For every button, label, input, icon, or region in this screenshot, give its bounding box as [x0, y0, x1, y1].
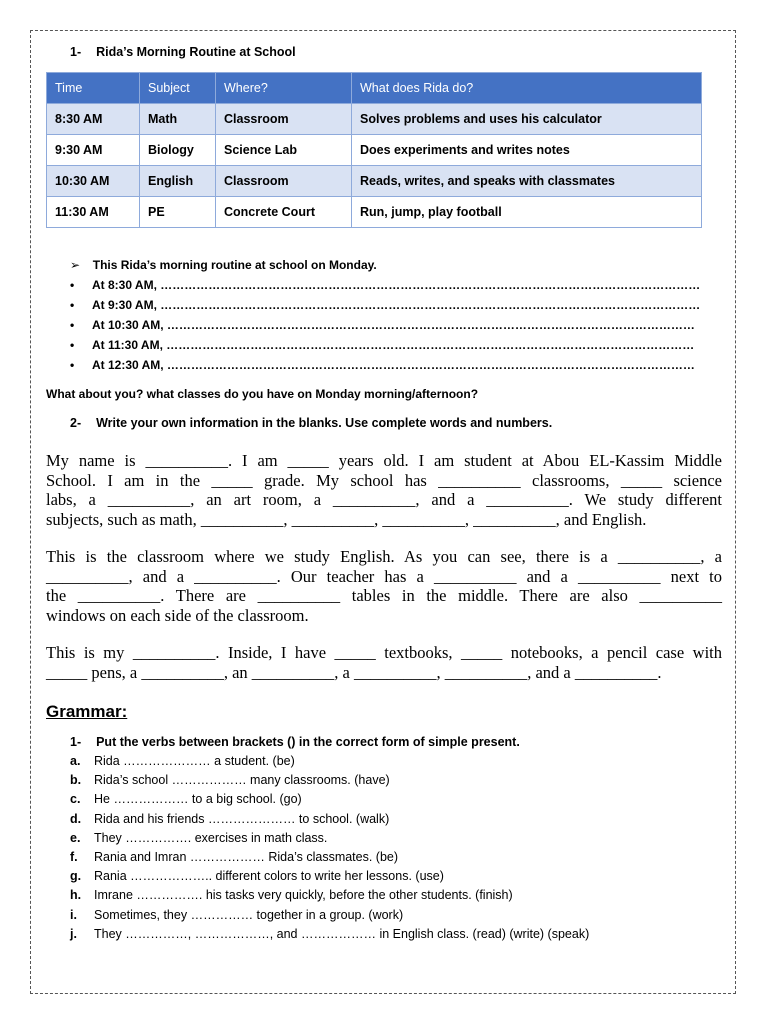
bullet-text: At 12:30 AM, …………………………………………………………………………………………………………………… [92, 358, 695, 372]
list-item [70, 850, 398, 864]
cell-where: Classroom [216, 166, 352, 197]
section1-title: Rida’s Morning Routine at School [96, 45, 296, 59]
table-row [47, 166, 702, 197]
list-item [70, 812, 389, 826]
list-item [70, 831, 327, 845]
bullet-text: At 11:30 AM, …………………………………………………………………………………………………………………… [92, 338, 695, 352]
cell-time: 9:30 AM [47, 135, 140, 166]
bullet-icon: • [70, 298, 75, 312]
item-text: They ……………, ………………, and ……………… in English class. (read) (write) (speak) [94, 927, 590, 941]
list-item [70, 278, 700, 292]
item-letter: j. [70, 927, 77, 941]
bullet-icon: • [70, 278, 75, 292]
cell-subject: PE [140, 197, 216, 228]
item-letter: c. [70, 792, 81, 806]
list-item [70, 927, 589, 941]
cell-time: 10:30 AM [47, 166, 140, 197]
item-text: Rida ………………… a student. (be) [94, 754, 295, 768]
paragraph-line: _____ pens, a __________, an __________, a __________, __________, and a __________. [46, 662, 662, 682]
item-letter: g. [70, 869, 82, 883]
grammar-number: 1- [70, 735, 82, 749]
header-activity: What does Rida do? [352, 73, 702, 104]
bullet-icon: • [70, 338, 75, 352]
list-item [70, 773, 390, 787]
paragraph-line: the __________. There are __________ tables in the middle. There are also __________ [46, 586, 722, 606]
item-text: Imrane ……………. his tasks very quickly, before the other students. (finish) [94, 888, 513, 902]
cell-subject: English [140, 166, 216, 197]
item-text: Rida and his friends ………………… to school. (walk) [94, 812, 390, 826]
item-letter: d. [70, 812, 82, 826]
item-letter: a. [70, 754, 81, 768]
list-item [70, 358, 695, 372]
cell-subject: Math [140, 104, 216, 135]
paragraph-line: labs, a __________, an art room, a __________, and a __________. We study different [46, 490, 722, 510]
bullet-icon: • [70, 318, 75, 332]
paragraph-line: My name is __________. I am _____ years old. I am student at Abou EL-Kassim Middle [46, 451, 722, 470]
section1-heading [70, 45, 296, 59]
item-text: They ……………. exercises in math class. [94, 831, 328, 845]
item-text: He ……………… to a big school. (go) [94, 792, 302, 806]
cell-activity: Solves problems and uses his calculator [352, 104, 702, 135]
list-item [70, 338, 694, 352]
item-letter: i. [70, 908, 77, 922]
paragraph-line: This is the classroom where we study English. As you can see, there is a __________, a [46, 547, 722, 566]
list-item [70, 298, 700, 312]
cell-activity: Does experiments and writes notes [352, 135, 702, 166]
cell-where: Science Lab [216, 135, 352, 166]
bullet-icon: • [70, 358, 75, 372]
section2-number: 2- [70, 416, 82, 430]
routine-table [46, 72, 702, 228]
arrow-icon: ➢ [70, 258, 81, 272]
bullet-text: At 10:30 AM, …………………………………………………………………………………………………………………… [92, 318, 695, 332]
section1-number: 1- [70, 45, 82, 59]
bullet-text: At 8:30 AM, ……………………………………………………………………………………………………………………… [92, 278, 701, 292]
item-letter: h. [70, 888, 82, 902]
paragraph-line: windows on each side of the classroom. [46, 605, 309, 625]
paragraph-line: __________, and a __________. Our teacher has a __________ and a __________ next to [46, 566, 722, 586]
item-letter: f. [70, 850, 78, 864]
list-item [70, 754, 295, 768]
grammar-instruction-text: Put the verbs between brackets () in the correct form of simple present. [96, 735, 520, 749]
paragraph-classroom [46, 547, 722, 625]
item-letter: b. [70, 773, 82, 787]
cell-time: 11:30 AM [47, 197, 140, 228]
table-header-row [47, 73, 702, 104]
table-row [47, 135, 702, 166]
paragraph-bag [46, 643, 722, 682]
cell-where: Concrete Court [216, 197, 352, 228]
list-item [70, 792, 302, 806]
paragraph-line: School. I am in the _____ grade. My school has __________ classrooms, _____ science [46, 470, 722, 490]
list-item [70, 908, 403, 922]
cell-time: 8:30 AM [47, 104, 140, 135]
item-text: Rania and Imran ……………… Rida’s classmates. (be) [94, 850, 399, 864]
list-item [70, 888, 513, 902]
list-item [70, 318, 695, 332]
paragraph-line: subjects, such as math, __________, __________, __________, __________, and English. [46, 509, 647, 529]
cell-activity: Reads, writes, and speaks with classmates [352, 166, 702, 197]
cell-activity: Run, jump, play football [352, 197, 702, 228]
cell-subject: Biology [140, 135, 216, 166]
header-time: Time [47, 73, 140, 104]
paragraph-line: This is my __________. Inside, I have _____ textbooks, _____ notebooks, a pencil case with [46, 643, 722, 662]
cell-where: Classroom [216, 104, 352, 135]
item-letter: e. [70, 831, 81, 845]
routine-intro-text: This Rida’s morning routine at school on Monday. [92, 258, 377, 272]
list-item [70, 869, 444, 883]
section2-title: Write your own information in the blanks. Use complete words and numbers. [96, 416, 553, 430]
item-text: Rida’s school ……………… many classrooms. (have) [94, 773, 390, 787]
routine-intro [70, 258, 377, 272]
table-row [47, 197, 702, 228]
paragraph-school [46, 451, 722, 529]
question-text: What about you? what classes do you have on Monday morning/afternoon? [46, 387, 479, 401]
table-row [47, 104, 702, 135]
grammar-instruction [70, 735, 520, 749]
header-subject: Subject [140, 73, 216, 104]
bullet-text: At 9:30 AM, ……………………………………………………………………………………………………………………… [92, 298, 701, 312]
item-text: Rania ……………….. different colors to write her lessons. (use) [94, 869, 444, 883]
header-where: Where? [216, 73, 352, 104]
item-text: Sometimes, they …………… together in a group. (work) [94, 908, 404, 922]
section2-heading [70, 416, 552, 430]
grammar-title: Grammar: [46, 702, 128, 721]
